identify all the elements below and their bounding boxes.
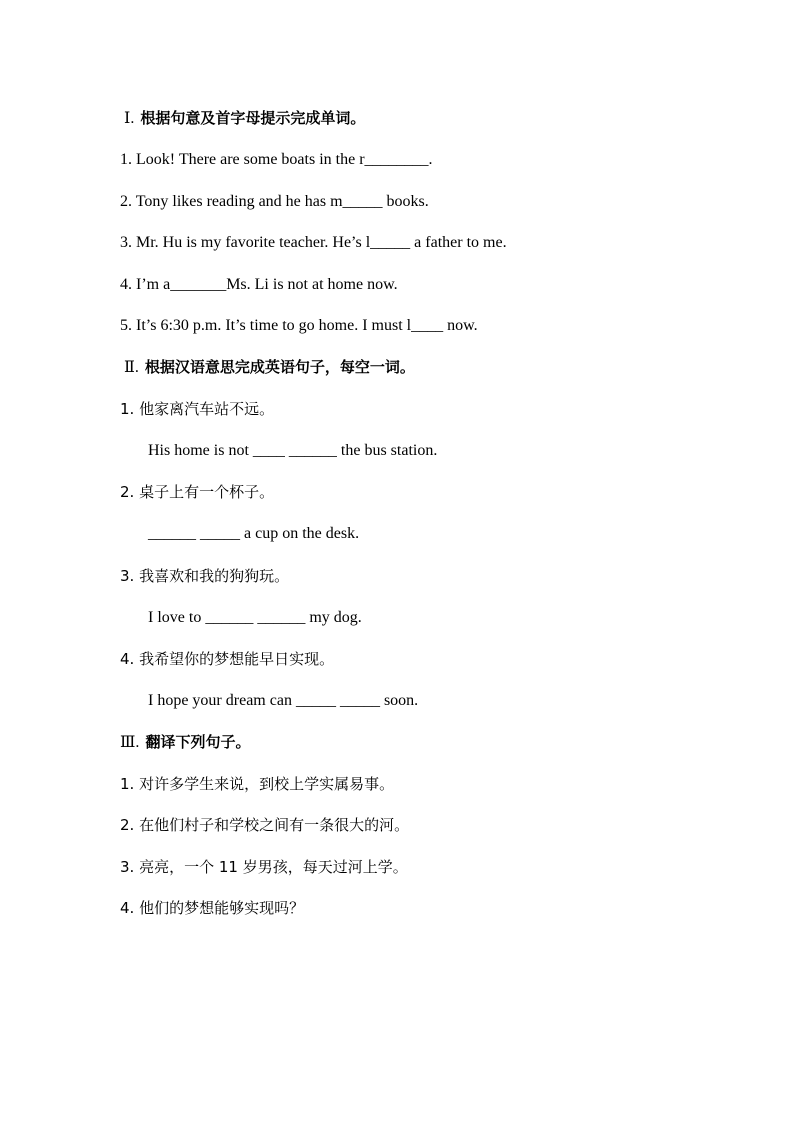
- section-2-item-2-chinese: 2. 桌子上有一个杯子。: [120, 483, 275, 501]
- section-2-item-2-english: ______ _____ a cup on the desk.: [148, 525, 360, 542]
- section-3-item-4: 4. 他们的梦想能够实现吗？: [120, 899, 305, 917]
- section-2-item-1-chinese: 1. 他家离汽车站不远。: [120, 400, 275, 418]
- section-2-item-3-chinese: 3. 我喜欢和我的狗狗玩。: [120, 567, 290, 585]
- section-2-item-4-english: I hope your dream can _____ _____ soon.: [148, 692, 419, 709]
- section-2-numeral: Ⅱ.: [124, 359, 139, 376]
- section-1-item-5: 5. It’s 6:30 p.m. It’s time to go home. I must l____ now.: [120, 317, 478, 334]
- section-2-item-4-chinese: 4. 我希望你的梦想能早日实现。: [120, 650, 335, 668]
- section-3-heading: [120, 732, 250, 753]
- section-1-item-4: 4. I’m a_______Ms. Li is not at home now.: [120, 276, 398, 293]
- section-2-heading: [124, 357, 415, 378]
- section-2-title: 根据汉语意思完成英语句子，每空一词。: [144, 358, 415, 376]
- section-2-item-1-english: His home is not ____ ______ the bus station.: [148, 442, 438, 459]
- section-1-item-3: 3. Mr. Hu is my favorite teacher. He’s l_____ a father to me.: [120, 234, 507, 251]
- section-1-numeral: Ⅰ.: [124, 110, 135, 127]
- section-2-item-3-english: I love to ______ ______ my dog.: [148, 609, 362, 626]
- section-3-item-1: 1. 对许多学生来说，到校上学实属易事。: [120, 775, 395, 793]
- section-3-title: 翻译下列句子。: [145, 733, 251, 751]
- section-1-item-1: 1. Look! There are some boats in the r________.: [120, 151, 433, 168]
- section-3-numeral: Ⅲ.: [120, 734, 140, 751]
- section-1-title: 根据句意及首字母提示完成单词。: [140, 109, 366, 127]
- section-3-item-3: 3. 亮亮，一个 11 岁男孩，每天过河上学。: [120, 858, 408, 876]
- section-1-heading: [124, 108, 365, 129]
- section-1-item-2: 2. Tony likes reading and he has m_____ books.: [120, 193, 429, 210]
- section-3-item-2: 2. 在他们村子和学校之间有一条很大的河。: [120, 816, 410, 834]
